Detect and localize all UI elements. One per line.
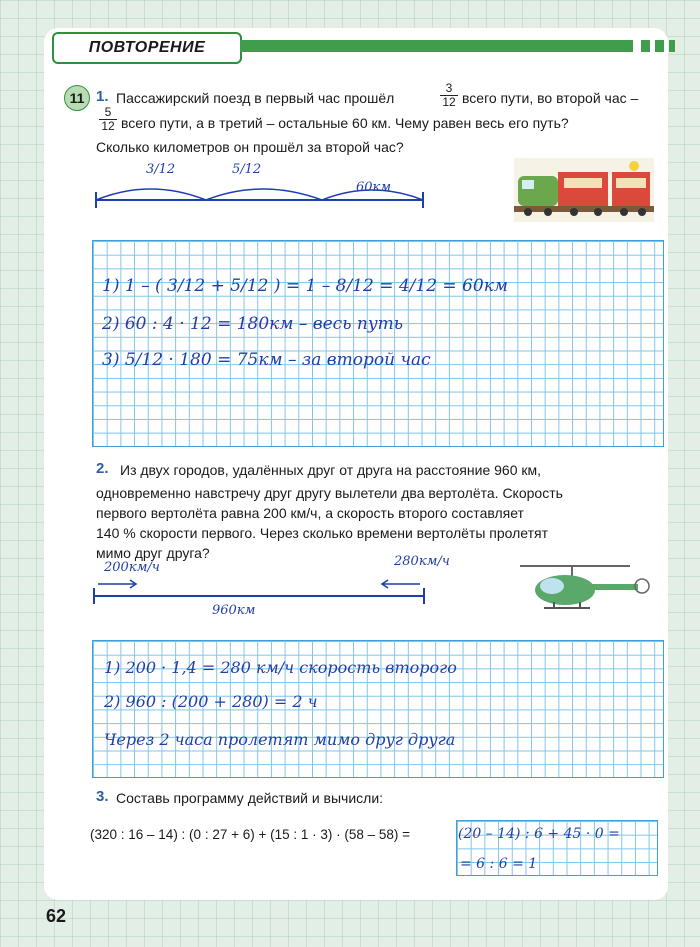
task1-hw-row2: 2) 60 : 4 · 12 = 180км – весь путь <box>102 314 404 334</box>
task1-diagram-label2: 5/12 <box>232 162 262 177</box>
task2-hw-row1: 1) 200 · 1,4 = 280 км/ч скорость второго <box>104 658 457 677</box>
header-dash-2 <box>655 40 664 52</box>
task1-line1a: Пассажирский поезд в первый час прошёл <box>116 90 395 106</box>
task1-answer-grid <box>92 240 664 447</box>
task2-diagram-right: 280км/ч <box>394 554 450 569</box>
task1-hw-row1: 1) 1 – ( 3/12 + 5/12 ) = 1 – 8/12 = 4/12 = 60км <box>102 276 508 296</box>
task2-line1: Из двух городов, удалённых друг от друга на расстояние 960 км, <box>120 462 542 478</box>
task1-line2: всего пути, а в третий – остальные 60 км. Чему равен весь его путь? <box>121 115 569 131</box>
task1-line3: Сколько километров он прошёл за второй час? <box>96 139 404 155</box>
task3-number: 3. <box>96 788 109 805</box>
header-dash-1 <box>641 40 650 52</box>
train-illustration <box>514 158 654 222</box>
task1-diagram-label3: 60км <box>356 180 392 195</box>
task3-expression: (320 : 16 – 14) : (0 : 27 + 6) + (15 : 1 · 3) · (58 – 58) = <box>90 827 411 842</box>
task2-line4: 140 % скорости первого. Через сколько времени вертолёты пролетят <box>96 525 549 541</box>
task2-diagram-total: 960км <box>212 603 256 618</box>
page-number: 62 <box>46 906 67 926</box>
task1-line1b: всего пути, во второй час – <box>462 90 639 106</box>
header-rule <box>240 40 633 52</box>
header-dash-3 <box>669 40 675 52</box>
task2-segment-diagram <box>90 570 435 610</box>
section-header <box>52 32 242 64</box>
task1-number: 1. <box>96 88 109 105</box>
task2-line3: первого вертолёта равна 200 км/ч, а скорость второго составляет <box>96 505 524 521</box>
task1-fraction-b: $\frac{5}{12}$ <box>99 106 117 133</box>
task2-line2: одновременно навстречу друг другу вылетели два вертолёта. Скорость <box>96 485 563 501</box>
task2-diagram-left: 200км/ч <box>104 560 160 575</box>
task3-hw-row2: = 6 : 6 = 1 <box>460 856 538 872</box>
task2-number: 2. <box>96 460 109 477</box>
task1-hw-row3: 3) 5/12 · 180 = 75км – за второй час <box>102 350 431 370</box>
task2-line5: мимо друг друга? <box>96 545 210 561</box>
section-title: ПОВТОРЕНИЕ <box>88 39 206 56</box>
lesson-number-badge: 11 <box>64 85 90 111</box>
task2-hw-row2: 2) 960 : (200 + 280) = 2 ч <box>104 692 318 711</box>
task3-hw-row1: (20 – 14) : 6 + 45 · 0 = <box>458 826 620 842</box>
task2-hw-row3: Через 2 часа пролетят мимо друг друга <box>104 730 456 749</box>
task1-fraction-a: $\frac{3}{12}$ <box>440 82 458 109</box>
helicopter-illustration <box>510 556 660 622</box>
task1-diagram-label1: 3/12 <box>146 162 176 177</box>
task3-prompt: Составь программу действий и вычисли: <box>116 790 384 806</box>
